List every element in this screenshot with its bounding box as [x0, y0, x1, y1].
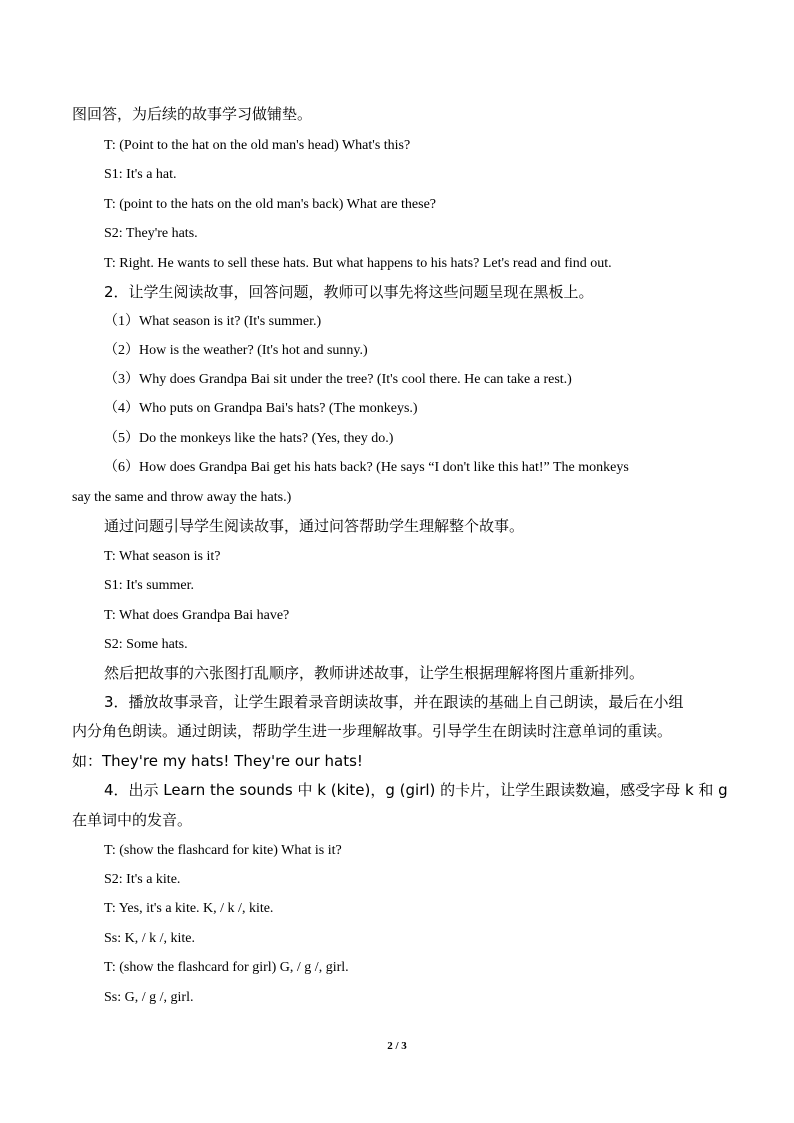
page-number: 2 / 3 [387, 1040, 407, 1052]
paragraph-line: 如：They're my hats! They're our hats! [72, 752, 363, 770]
question-item: （2）How is the weather? (It's hot and sunny.) [104, 343, 368, 358]
dialogue-line: T: Right. He wants to sell these hats. But what happens to his hats? Let's read and find out. [104, 256, 612, 271]
dialogue-line: T: Yes, it's a kite. K, / k /, kite. [104, 901, 274, 916]
question-item: （4）Who puts on Grandpa Bai's hats? (The monkeys.) [104, 401, 418, 416]
dialogue-line: S1: It's a hat. [104, 167, 177, 182]
paragraph-line: 内分角色朗读。通过朗读，帮助学生进一步理解故事。引导学生在朗读时注意单词的重读。 [72, 722, 673, 740]
question-item: （1）What season is it? (It's summer.) [104, 314, 322, 329]
paragraph-line: 通过问题引导学生阅读故事，通过问答帮助学生理解整个故事。 [104, 517, 525, 535]
dialogue-line: Ss: G, / g /, girl. [104, 990, 194, 1005]
dialogue-line: S1: It's summer. [104, 578, 195, 593]
dialogue-line: S2: They're hats. [104, 226, 198, 241]
dialogue-line: T: (point to the hats on the old man's back) What are these? [104, 197, 437, 212]
question-item: （6）How does Grandpa Bai get his hats back? (He says “I don't like this hat!” The monkeys [104, 460, 629, 475]
paragraph-line: 在单词中的发音。 [72, 811, 193, 829]
dialogue-line: T: What does Grandpa Bai have? [104, 608, 290, 623]
dialogue-line: Ss: K, / k /, kite. [104, 931, 196, 946]
dialogue-line: S2: It's a kite. [104, 872, 181, 887]
dialogue-line: T: (show the flashcard for kite) What is it? [104, 843, 342, 858]
dialogue-line: S2: Some hats. [104, 637, 188, 652]
step-heading: 3．播放故事录音，让学生跟着录音朗读故事，并在跟读的基础上自己朗读，最后在小组 [104, 693, 684, 711]
step-heading: 4．出示 Learn the sounds 中 k (kite)，g (girl) 的卡片，让学生跟读数遍，感受字母 k 和 g [104, 781, 728, 799]
dialogue-line: T: (show the flashcard for girl) G, / g /, girl. [104, 960, 349, 975]
dialogue-line: T: (Point to the hat on the old man's head) What's this? [104, 138, 411, 153]
question-item: （3）Why does Grandpa Bai sit under the tree? (It's cool there. He can take a rest.) [104, 372, 572, 387]
paragraph-line: 然后把故事的六张图打乱顺序，教师讲述故事，让学生根据理解将图片重新排列。 [104, 664, 645, 682]
step-heading: 2．让学生阅读故事，回答问题，教师可以事先将这些问题呈现在黑板上。 [104, 283, 594, 301]
question-item-continued: say the same and throw away the hats.) [72, 490, 292, 505]
question-item: （5）Do the monkeys like the hats? (Yes, they do.) [104, 431, 394, 446]
dialogue-line: T: What season is it? [104, 549, 221, 564]
paragraph-line: 图回答，为后续的故事学习做铺垫。 [72, 105, 313, 123]
